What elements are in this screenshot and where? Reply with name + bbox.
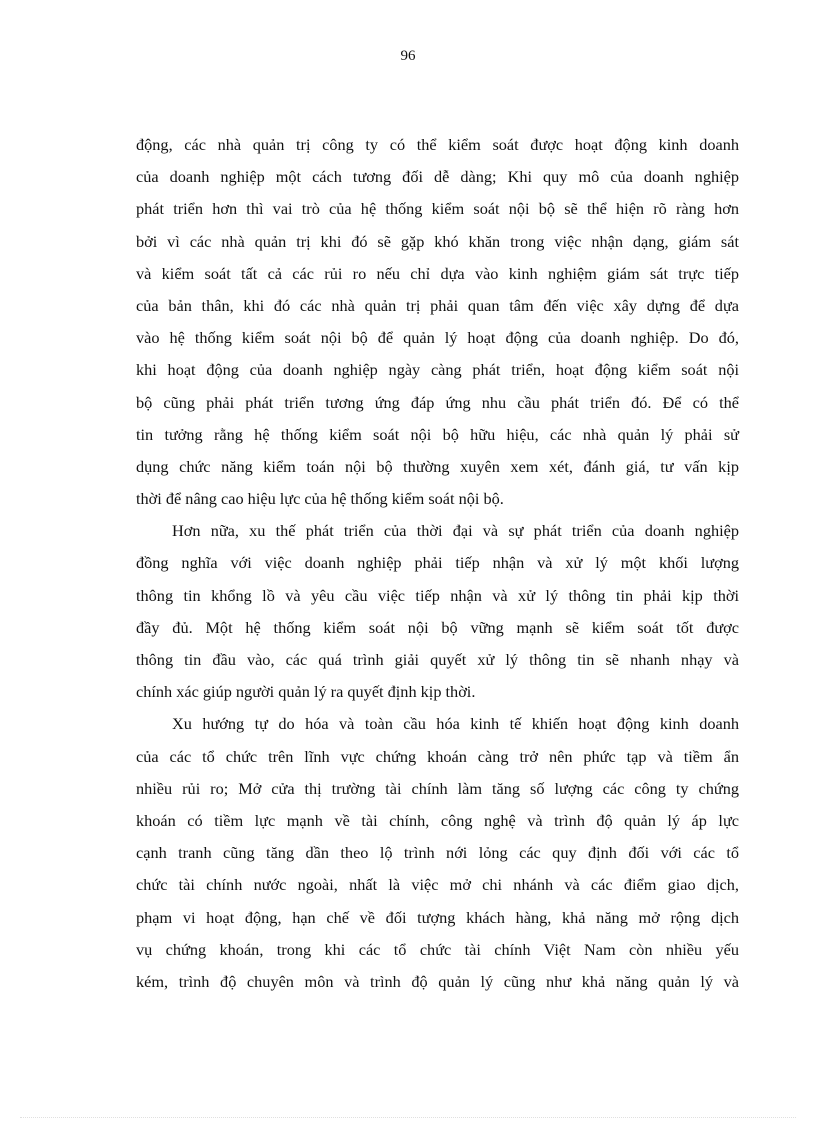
text-line: thông tin đầu vào, các quá trình giải quyết xử lý thông tin sẽ nhanh nhạy và xyxy=(136,650,739,669)
text-line: thời để nâng cao hiệu lực của hệ thống kiểm soát nội bộ. xyxy=(136,489,504,509)
text-line: vào hệ thống kiểm soát nội bộ để quản lý hoạt động của doanh nghiệp. Do đó, xyxy=(136,328,739,348)
text-line: tin tưởng rằng hệ thống kiểm soát nội bộ hữu hiệu, các nhà quản lý phải sử xyxy=(136,424,739,444)
text-line: Hơn nữa, xu thế phát triển của thời đại và sự phát triển của doanh nghiệp xyxy=(172,521,739,541)
text-line: phát triển hơn thì vai trò của hệ thống kiểm soát nội bộ sẽ thể hiện rõ ràng hơn xyxy=(136,199,739,219)
text-line: nhiều rủi ro; Mở cửa thị trường tài chính làm tăng số lượng các công ty chứng xyxy=(136,778,739,798)
text-line: chính xác giúp người quản lý ra quyết định kịp thời. xyxy=(136,682,476,702)
text-line: chức tài chính nước ngoài, nhất là việc mở chi nhánh và các điểm giao dịch, xyxy=(136,875,739,895)
text-line: dụng chức năng kiểm toán nội bộ thường xuyên xem xét, đánh giá, tư vấn kịp xyxy=(136,456,739,476)
page-number: 96 xyxy=(400,48,416,64)
text-line: thông tin khổng lồ và yêu cầu việc tiếp nhận và xử lý thông tin phải kịp thời xyxy=(136,585,739,605)
text-line: bởi vì các nhà quản trị khi đó sẽ gặp khó khăn trong việc nhận dạng, giám sát xyxy=(136,231,739,251)
body-text xyxy=(136,129,739,998)
text-line: của doanh nghiệp một cách tương đối dễ dàng; Khi quy mô của doanh nghiệp xyxy=(136,167,739,187)
text-line: phạm vi hoạt động, hạn chế về đối tượng khách hàng, khả năng mở rộng dịch xyxy=(136,907,739,927)
text-line: đầy đủ. Một hệ thống kiểm soát nội bộ vững mạnh sẽ kiểm soát tốt được xyxy=(136,617,739,637)
text-line: Xu hướng tự do hóa và toàn cầu hóa kinh tế khiến hoạt động kinh doanh xyxy=(172,714,739,734)
text-line: đồng nghĩa với việc doanh nghiệp phải tiếp nhận và xử lý một khối lượng xyxy=(136,553,739,573)
text-line: kém, trình độ chuyên môn và trình độ quản lý cũng như khả năng quản lý và xyxy=(136,971,739,991)
text-line: vụ chứng khoán, trong khi các tổ chức tài chính Việt Nam còn nhiều yếu xyxy=(136,939,739,959)
text-line: của bản thân, khi đó các nhà quản trị phải quan tâm đến việc xây dựng để dựa xyxy=(136,295,739,315)
page-bottom-divider xyxy=(20,1117,796,1118)
text-line: khi hoạt động của doanh nghiệp ngày càng phát triển, hoạt động kiểm soát nội xyxy=(136,360,739,380)
text-line: bộ cũng phải phát triển tương ứng đáp ứng nhu cầu phát triển đó. Để có thể xyxy=(136,392,739,412)
text-line: và kiểm soát tất cả các rủi ro nếu chỉ dựa vào kinh nghiệm giám sát trực tiếp xyxy=(136,263,739,283)
text-line: cạnh tranh cũng tăng dần theo lộ trình nới lỏng các quy định đối với các tổ xyxy=(136,843,739,863)
text-line: khoán có tiềm lực mạnh về tài chính, công nghệ và trình độ quản lý áp lực xyxy=(136,810,739,830)
text-line: động, các nhà quản trị công ty có thể kiểm soát được hoạt động kinh doanh xyxy=(136,135,739,154)
text-line: của các tổ chức trên lĩnh vực chứng khoán càng trở nên phức tạp và tiềm ẩn xyxy=(136,746,739,766)
